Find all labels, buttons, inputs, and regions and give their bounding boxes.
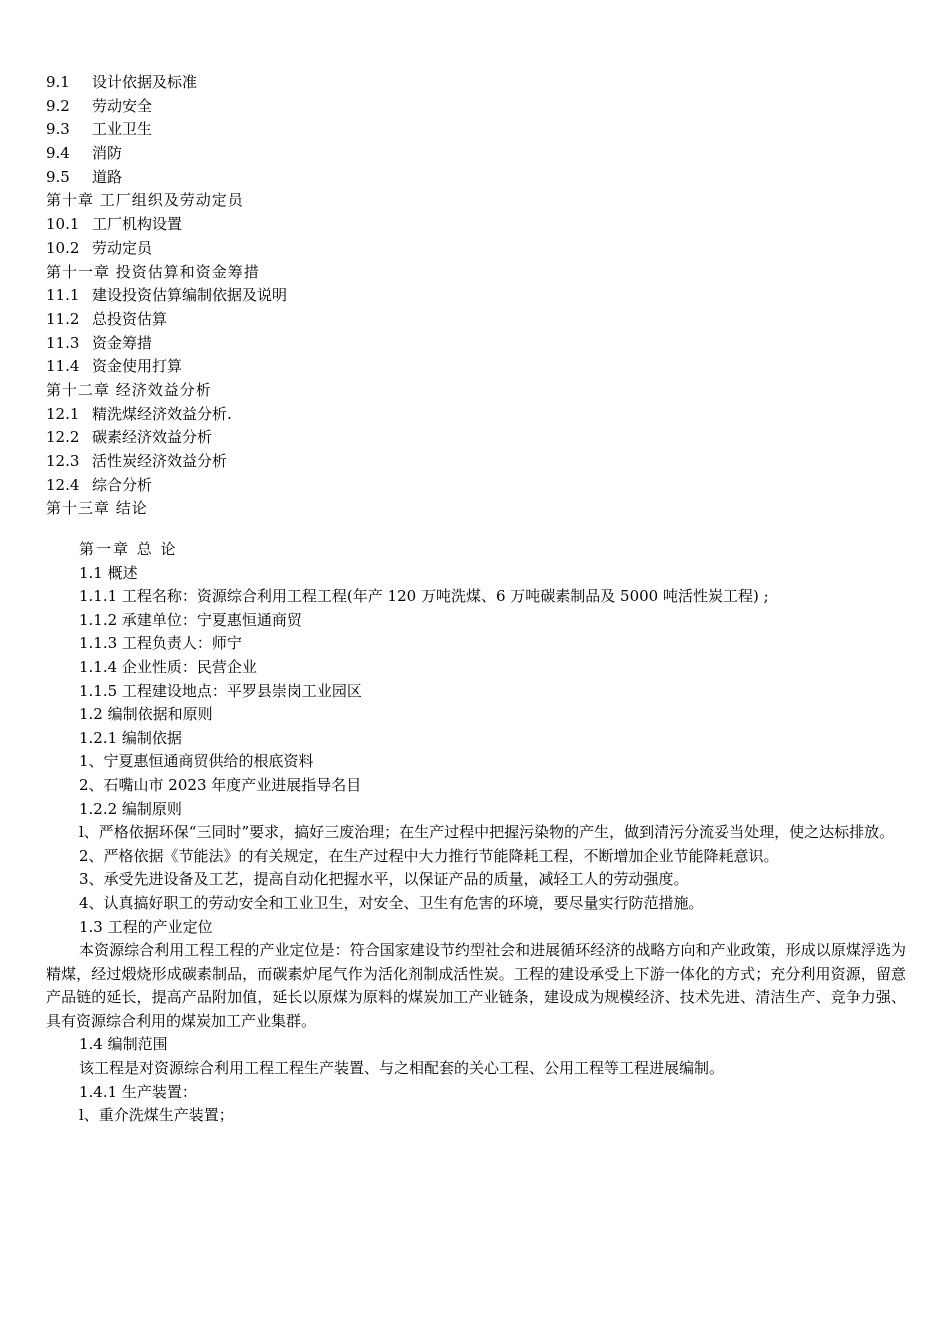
- toc-entry-title: 劳动定员: [92, 238, 153, 257]
- toc-entry-title: 活性炭经济效益分析: [92, 452, 228, 470]
- toc-entry-number: 12.2: [46, 428, 80, 447]
- toc-entry-title: 设计依据及标准: [92, 73, 198, 91]
- body-paragraph: 本资源综合利用工程工程的产业定位是：符合国家建设节约型社会和进展循环经济的战略方向和产业政策，形成以原煤浮选为精煤，经过煅烧形成碳素制品，而碳素炉尾气作为活化剂制成活性炭。工程的建设承受上下游一体化的方式；充分利用资源，留意产品链的延长，提高产品附加值，延长以原煤为原料的煤炭加工产业链条，建设成为规模经济、技术先进、清洁生产、竞争力强、具有资源综合利用的煤炭加工产业集群。: [46, 941, 906, 1030]
- toc-entry[interactable]: [46, 237, 906, 261]
- list-item: 2、石嘴山市 2023 年度产业进展指导名目: [79, 775, 362, 794]
- toc-entry[interactable]: [46, 426, 906, 450]
- toc-entry[interactable]: [46, 403, 906, 427]
- toc-entry[interactable]: [46, 332, 906, 356]
- toc-entry-number: 10.1: [46, 215, 80, 234]
- toc-entry-number: 10.2: [46, 238, 80, 257]
- toc-entry-title: 工业卫生: [92, 120, 153, 139]
- toc-entry-number: 12.1: [46, 404, 80, 423]
- construction-site: 1.1.5 工程建设地点：平罗县崇岗工业园区: [79, 681, 362, 700]
- toc-entry[interactable]: [46, 118, 906, 142]
- body-paragraph: 该工程是对资源综合利用工程工程生产装置、与之相配套的关心工程、公用工程等工程进展编制。: [79, 1059, 725, 1078]
- section-heading: 1.2 编制依据和原则: [79, 705, 213, 724]
- enterprise-type: 1.1.4 企业性质：民营企业: [79, 657, 257, 676]
- toc-entry-number: 9.5: [46, 167, 70, 186]
- toc-entry[interactable]: [46, 213, 906, 237]
- toc-entry[interactable]: [46, 450, 906, 474]
- toc-entry-number: 9.2: [46, 96, 70, 115]
- principle-paragraph: l、严格依据环保“三同时”要求，搞好三废治理；在生产过程中把握污染物的产生，做到清污分流妥当处理，使之达标排放。: [79, 823, 895, 842]
- project-lead: 1.1.3 工程负责人：师宁: [79, 634, 242, 653]
- toc-entry-title: 碳素经济效益分析: [92, 428, 213, 447]
- table-of-contents: [46, 71, 906, 521]
- toc-chapter-heading[interactable]: 第十章 工厂组织及劳动定员: [46, 191, 244, 210]
- toc-entry-number: 11.2: [46, 309, 80, 328]
- principle-paragraph: 4、认真搞好职工的劳动安全和工业卫生，对安全、卫生有危害的环境，要尽量实行防范措施。: [79, 893, 704, 912]
- toc-entry-number: 12.3: [46, 452, 80, 470]
- document-body: [46, 538, 906, 1128]
- toc-entry-number: 11.4: [46, 357, 80, 376]
- toc-entry[interactable]: [46, 284, 906, 308]
- toc-entry-number: 9.1: [46, 73, 70, 91]
- principle-paragraph: 3、承受先进设备及工艺，提高自动化把握水平，以保证产品的质量，减轻工人的劳动强度。: [79, 870, 689, 889]
- contractor: 1.1.2 承建单位：宁夏惠恒通商贸: [79, 610, 302, 629]
- section-heading: 1.4 编制范围: [79, 1035, 168, 1054]
- toc-entry-number: 12.4: [46, 475, 80, 494]
- principle-paragraph: 2、严格依据《节能法》的有关规定，在生产过程中大力推行节能降耗工程，不断增加企业节能降耗意识。: [79, 846, 779, 865]
- toc-entry-title: 资金筹措: [92, 333, 153, 352]
- toc-entry[interactable]: [46, 71, 906, 95]
- list-item: 1、宁夏惠恒通商贸供给的根底资料: [79, 752, 314, 771]
- subsection-heading: 1.4.1 生产装置：: [79, 1082, 197, 1101]
- chapter-title: 第一章 总 论: [79, 540, 178, 558]
- toc-entry[interactable]: [46, 95, 906, 119]
- toc-entry-title: 道路: [92, 167, 123, 186]
- toc-entry-title: 工厂机构设置: [92, 215, 183, 234]
- subsection-heading: 1.2.2 编制原则: [79, 799, 182, 818]
- toc-entry[interactable]: [46, 474, 906, 498]
- toc-chapter-heading[interactable]: 第十一章 投资估算和资金筹措: [46, 262, 260, 281]
- toc-entry-title: 总投资估算: [92, 309, 168, 328]
- toc-entry-number: 9.3: [46, 120, 70, 139]
- toc-entry-title: 劳动安全: [92, 96, 153, 115]
- section-heading: 1.3 工程的产业定位: [79, 917, 213, 936]
- toc-entry[interactable]: [46, 308, 906, 332]
- toc-entry-number: 9.4: [46, 144, 70, 163]
- toc-chapter-heading[interactable]: 第十二章 经济效益分析: [46, 380, 212, 399]
- toc-chapter-heading[interactable]: 第十三章 结论: [46, 499, 148, 518]
- project-name: 1.1.1 工程名称：资源综合利用工程工程(年产 120 万吨洗煤、6 万吨碳素制品及 5000 吨活性炭工程) ;: [79, 587, 769, 606]
- toc-entry-title: 精洗煤经济效益分析.: [92, 404, 232, 423]
- toc-entry-number: 11.1: [46, 286, 80, 305]
- toc-entry[interactable]: [46, 142, 906, 166]
- list-item: l、重介洗煤生产装置；: [79, 1106, 234, 1125]
- toc-entry-title: 资金使用打算: [92, 357, 183, 376]
- toc-entry[interactable]: [46, 355, 906, 379]
- toc-entry-title: 综合分析: [92, 475, 153, 494]
- toc-entry-title: 消防: [92, 144, 123, 163]
- toc-entry[interactable]: [46, 166, 906, 190]
- subsection-heading: 1.2.1 编制依据: [79, 728, 182, 747]
- toc-entry-number: 11.3: [46, 333, 80, 352]
- toc-entry-title: 建设投资估算编制依据及说明: [92, 286, 288, 305]
- section-heading: 1.1 概述: [79, 563, 138, 582]
